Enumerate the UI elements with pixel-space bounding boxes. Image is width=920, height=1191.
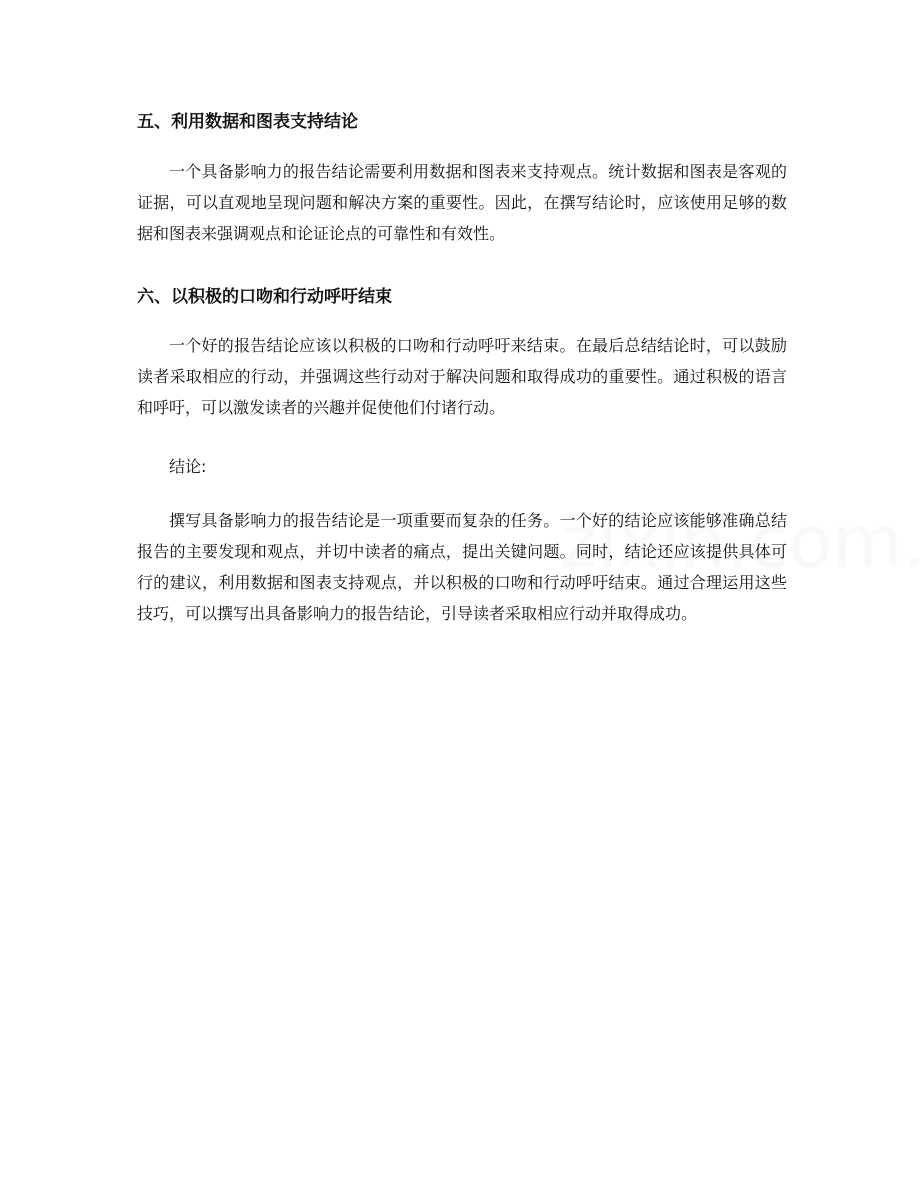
section-paragraph-6: 一个好的报告结论应该以积极的口吻和行动呼吁来结束。在最后总结结论时，可以鼓励读者采取相应的行动，并强调这些行动对于解决问题和取得成功的重要性。通过积极的语言和呼吁，可以激发读者的兴趣并促使他们付诸行动。 xyxy=(137,336,787,417)
conclusion-paragraph: 撰写具备影响力的报告结论是一项重要而复杂的任务。一个好的结论应该能够准确总结报告的主要发现和观点，并切中读者的痛点，提出关键问题。同时，结论还应该提供具体可行的建议，利用数据和图表支持观点，并以积极的口吻和行动呼吁结束。通过合理运用这些技巧，可以撰写出具备影响力的报告结论，引导读者采取相应行动并取得成功。 xyxy=(137,511,787,623)
section-heading-5: 五、利用数据和图表支持结论 xyxy=(137,112,358,132)
conclusion-label: 结论: xyxy=(169,457,207,476)
section-paragraph-5: 一个具备影响力的报告结论需要利用数据和图表来支持观点。统计数据和图表是客观的证据，可以直观地呈现问题和解决方案的重要性。因此，在撰写结论时，应该使用足够的数据和图表来强调观点和论证论点的可靠性和有效性。 xyxy=(137,162,787,243)
section-heading-6: 六、以积极的口吻和行动呼吁结束 xyxy=(137,287,392,307)
